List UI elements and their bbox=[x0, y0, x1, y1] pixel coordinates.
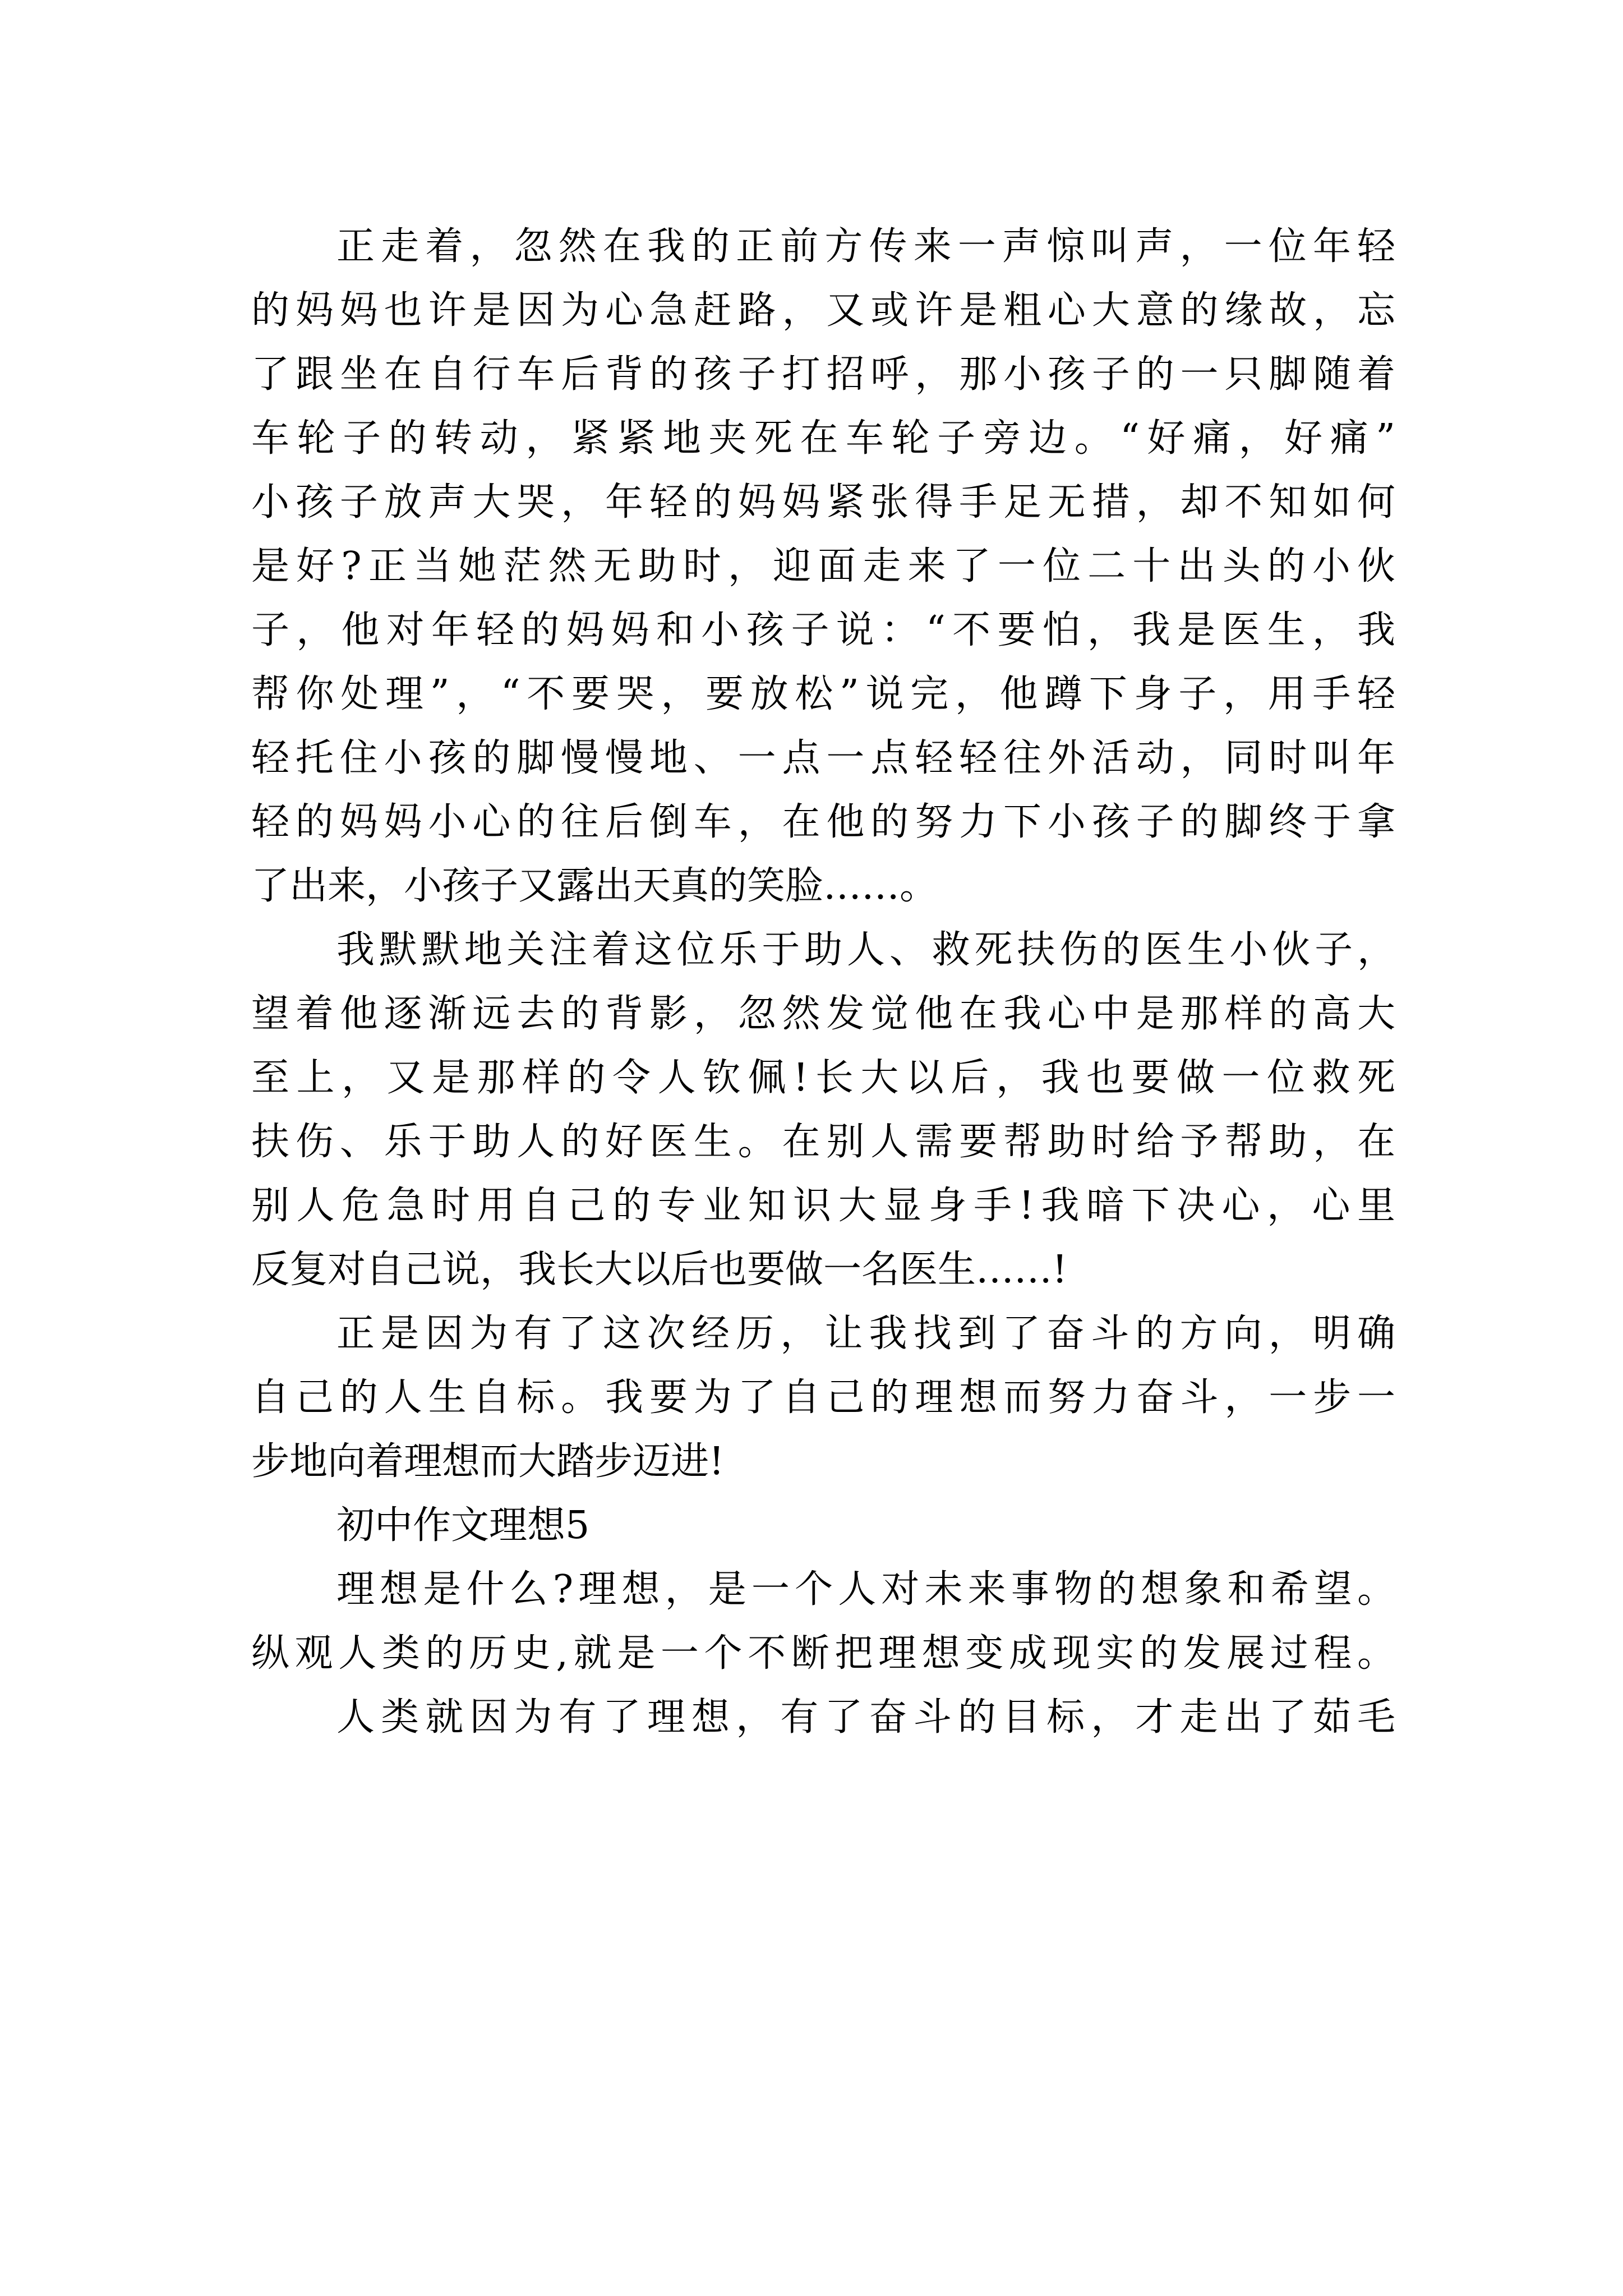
text-line: 的妈妈也许是因为心急赶路，又或许是粗心大意的缘故，忘 bbox=[251, 288, 1395, 333]
paragraph bbox=[251, 215, 1395, 918]
text-line: 轻托住小孩的脚慢慢地、一点一点轻轻往外活动，同时叫年 bbox=[251, 736, 1395, 780]
text-line: 子，他对年轻的妈妈和小孩子说：“不要怕，我是医生，我 bbox=[251, 608, 1395, 652]
text-line: 车轮子的转动，紧紧地夹死在车轮子旁边。“好痛，好痛” bbox=[251, 416, 1395, 461]
text-line: 我默默地关注着这位乐于助人、救死扶伤的医生小伙子， bbox=[336, 928, 1395, 972]
heading-line: 初中作文理想5 bbox=[336, 1503, 590, 1548]
text-line: 了出来，小孩子又露出天真的笑脸……。 bbox=[251, 864, 938, 908]
paragraph bbox=[251, 918, 1395, 1302]
text-line: 理想是什么?理想，是一个人对未来事物的想象和希望。 bbox=[336, 1567, 1395, 1612]
text-line: 正走着，忽然在我的正前方传来一声惊叫声，一位年轻 bbox=[336, 224, 1395, 269]
paragraph bbox=[251, 1686, 1395, 1750]
section-heading bbox=[251, 1494, 1395, 1558]
text-line: 小孩子放声大哭，年轻的妈妈紧张得手足无措，却不知如何 bbox=[251, 480, 1395, 524]
text-line: 人类就因为有了理想，有了奋斗的目标，才走出了茹毛 bbox=[336, 1695, 1395, 1740]
text-line: 至上，又是那样的令人钦佩!长大以后，我也要做一位救死 bbox=[251, 1056, 1395, 1100]
text-line: 轻的妈妈小心的往后倒车，在他的努力下小孩子的脚终于拿 bbox=[251, 800, 1395, 844]
text-line: 反复对自己说，我长大以后也要做一名医生……! bbox=[251, 1248, 1068, 1292]
text-line: 是好?正当她茫然无助时，迎面走来了一位二十出头的小伙 bbox=[251, 544, 1395, 588]
text-line: 扶伤、乐于助人的好医生。在别人需要帮助时给予帮助，在 bbox=[251, 1120, 1395, 1164]
text-line: 步地向着理想而大踏步迈进! bbox=[251, 1439, 725, 1484]
text-line: 纵观人类的历史,就是一个不断把理想变成现实的发展过程。 bbox=[251, 1631, 1395, 1676]
document-body bbox=[251, 215, 1395, 1750]
text-line: 别人危急时用自己的专业知识大显身手!我暗下决心，心里 bbox=[251, 1184, 1395, 1228]
text-line: 望着他逐渐远去的背影，忽然发觉他在我心中是那样的高大 bbox=[251, 992, 1395, 1036]
text-line: 帮你处理”，“不要哭，要放松”说完，他蹲下身子，用手轻 bbox=[251, 672, 1395, 716]
text-line: 了跟坐在自行车后背的孩子打招呼，那小孩子的一只脚随着 bbox=[251, 352, 1395, 397]
text-line: 自己的人生自标。我要为了自己的理想而努力奋斗，一步一 bbox=[251, 1375, 1395, 1420]
paragraph bbox=[251, 1558, 1395, 1686]
paragraph bbox=[251, 1302, 1395, 1494]
text-line: 正是因为有了这次经历，让我找到了奋斗的方向，明确 bbox=[336, 1312, 1395, 1356]
